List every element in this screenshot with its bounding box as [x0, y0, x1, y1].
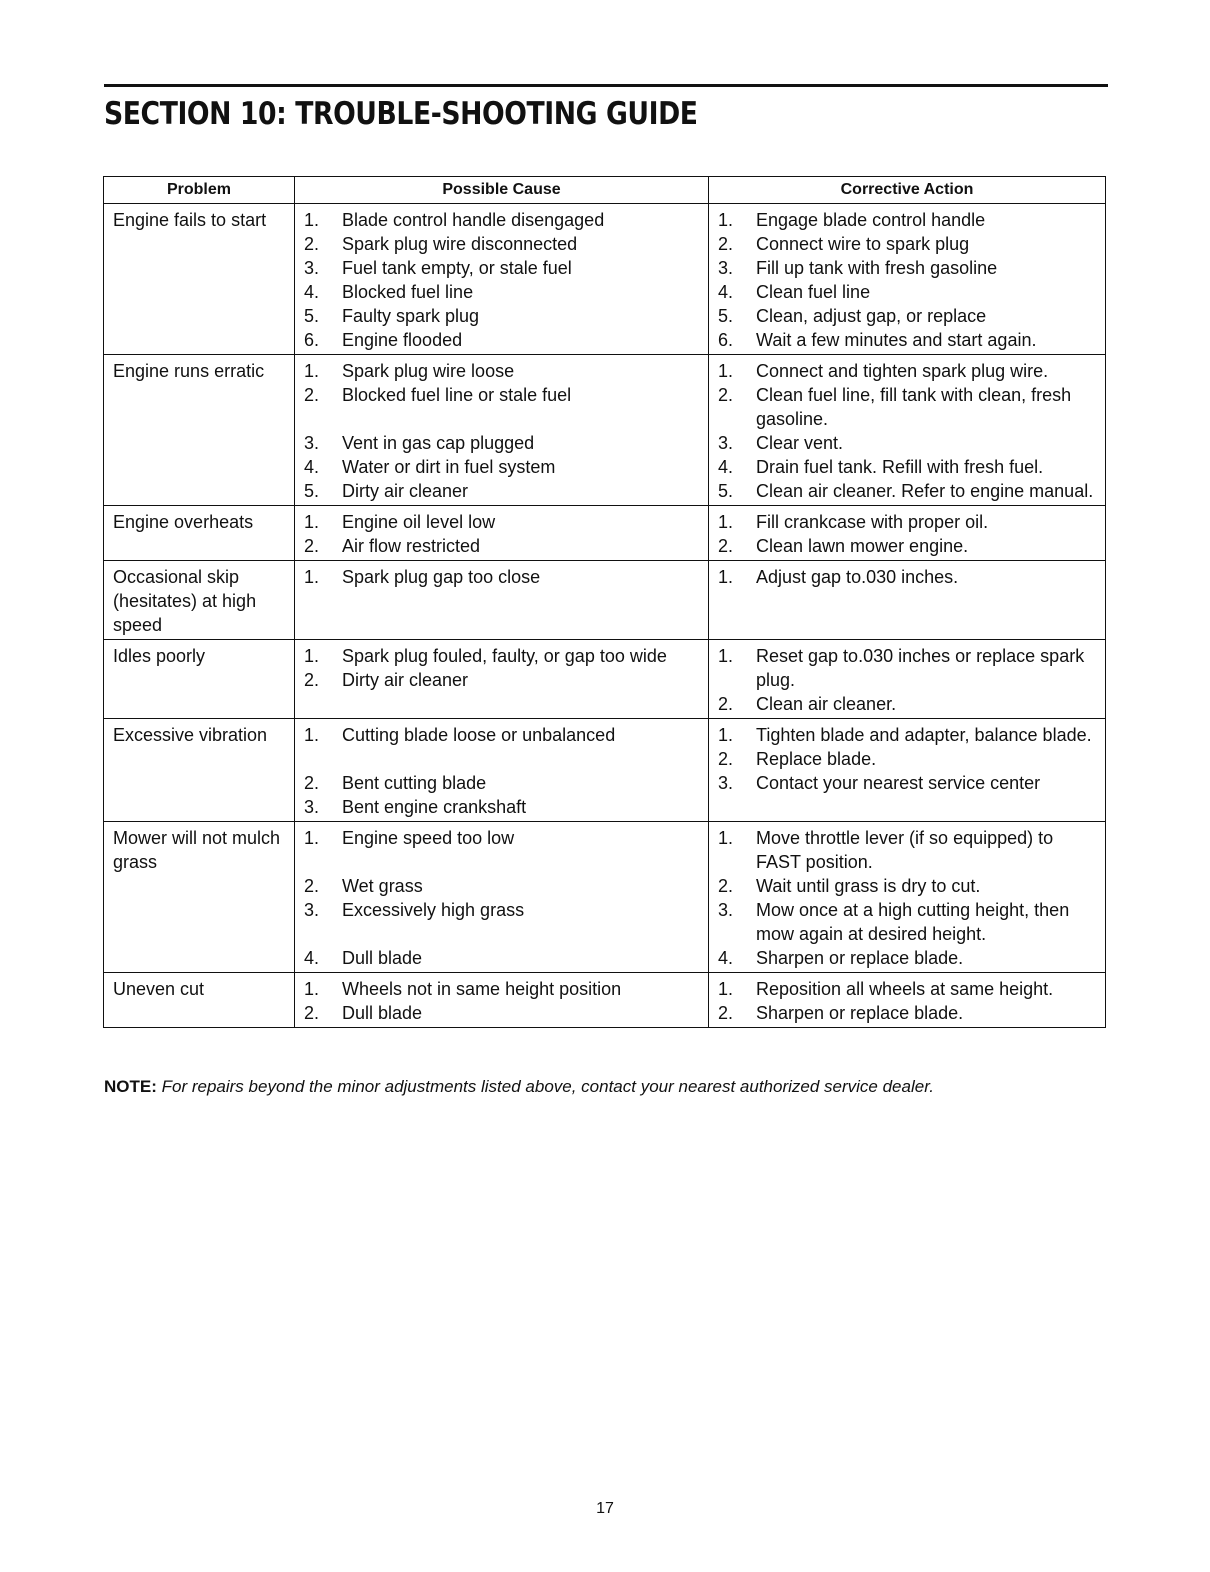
item-text: Clean air cleaner. Refer to engine manual.	[756, 481, 1094, 501]
table-row	[104, 506, 1106, 561]
action-item	[718, 874, 1097, 898]
header-corrective-action: Corrective Action	[709, 177, 1106, 204]
cause-item	[304, 280, 700, 304]
table-row	[104, 640, 1106, 719]
action-item	[718, 946, 1097, 970]
item-number: 1.	[718, 828, 734, 848]
action-item	[718, 328, 1097, 352]
possible-cause-cell	[295, 204, 709, 355]
item-number: 3.	[304, 797, 320, 817]
item-number: 2.	[718, 385, 734, 405]
action-item	[718, 208, 1097, 232]
item-text: Wet grass	[342, 876, 423, 896]
cause-item	[304, 922, 700, 946]
action-item	[718, 692, 1097, 716]
problem-cell: Excessive vibration	[104, 719, 295, 822]
problem-cell: Occasional skip (hesitates) at high speed	[104, 561, 295, 640]
item-text: Blade control handle disengaged	[342, 210, 605, 230]
item-text: Cutting blade loose or unbalanced	[342, 725, 616, 745]
item-number: 5.	[304, 306, 320, 326]
item-number: 1.	[304, 646, 320, 666]
cause-item	[304, 898, 700, 922]
cause-item	[304, 455, 700, 479]
action-item	[718, 771, 1097, 795]
section-title: SECTION 10: TROUBLE-SHOOTING GUIDE	[104, 96, 698, 132]
possible-cause-cell	[295, 506, 709, 561]
action-item	[718, 359, 1097, 383]
cause-item	[304, 407, 700, 431]
item-text: Clear vent.	[756, 433, 844, 453]
item-number: 4.	[304, 948, 320, 968]
action-item	[718, 898, 1097, 946]
action-item	[718, 383, 1097, 431]
problem-cell: Engine runs erratic	[104, 355, 295, 506]
cause-item	[304, 479, 700, 503]
item-number: 1.	[718, 979, 734, 999]
action-item	[718, 977, 1097, 1001]
item-text: Replace blade.	[756, 749, 877, 769]
item-number: 3.	[718, 258, 734, 278]
cause-item	[304, 510, 700, 534]
item-text: Bent engine crankshaft	[342, 797, 527, 817]
item-text: Clean, adjust gap, or replace	[756, 306, 987, 326]
cause-item	[304, 328, 700, 352]
action-item	[718, 565, 1097, 589]
troubleshooting-table	[103, 176, 1106, 1028]
item-text: Spark plug fouled, faulty, or gap too wide	[342, 646, 667, 666]
table-row	[104, 719, 1106, 822]
corrective-action-cell	[709, 640, 1106, 719]
item-number: 1.	[718, 210, 734, 230]
item-text: Blocked fuel line or stale fuel	[342, 385, 572, 405]
item-number: 2.	[304, 670, 320, 690]
item-text	[342, 850, 700, 874]
item-number: 5.	[718, 306, 734, 326]
item-text: Reset gap to.030 inches or replace spark plug.	[756, 646, 1085, 690]
cause-item	[304, 747, 700, 771]
item-number: 6.	[718, 330, 734, 350]
note	[104, 1077, 934, 1097]
item-text: Engine speed too low	[342, 828, 515, 848]
cause-item	[304, 208, 700, 232]
top-rule	[104, 84, 1108, 87]
item-text: Connect and tighten spark plug wire.	[756, 361, 1049, 381]
item-text: Sharpen or replace blade.	[756, 948, 964, 968]
item-text: Spark plug gap too close	[342, 567, 541, 587]
item-number: 1.	[304, 828, 320, 848]
item-number	[304, 922, 342, 946]
item-text: Fill crankcase with proper oil.	[756, 512, 989, 532]
corrective-action-cell	[709, 719, 1106, 822]
item-number: 2.	[304, 536, 320, 556]
possible-cause-cell	[295, 640, 709, 719]
item-text: Sharpen or replace blade.	[756, 1003, 964, 1023]
item-number	[304, 850, 342, 874]
item-number: 1.	[304, 361, 320, 381]
item-text: Dull blade	[342, 1003, 423, 1023]
item-text: Water or dirt in fuel system	[342, 457, 556, 477]
item-number: 3.	[304, 258, 320, 278]
action-item	[718, 510, 1097, 534]
item-text: Fuel tank empty, or stale fuel	[342, 258, 572, 278]
action-item	[718, 232, 1097, 256]
item-text: Adjust gap to.030 inches.	[756, 567, 959, 587]
item-text: Clean lawn mower engine.	[756, 536, 969, 556]
cause-item	[304, 946, 700, 970]
item-text: Drain fuel tank. Refill with fresh fuel.	[756, 457, 1044, 477]
item-number: 1.	[304, 567, 320, 587]
item-text: Clean fuel line	[756, 282, 871, 302]
item-number: 2.	[718, 536, 734, 556]
corrective-action-cell	[709, 506, 1106, 561]
problem-cell: Engine fails to start	[104, 204, 295, 355]
item-number: 1.	[718, 725, 734, 745]
item-text: Move throttle lever (if so equipped) to FAST position.	[756, 828, 1054, 872]
item-text: Dirty air cleaner	[342, 670, 469, 690]
action-item	[718, 534, 1097, 558]
item-text: Wait a few minutes and start again.	[756, 330, 1037, 350]
item-text: Mow once at a high cutting height, then mow again at desired height.	[756, 900, 1070, 944]
problem-cell: Mower will not mulch grass	[104, 822, 295, 973]
table-row	[104, 561, 1106, 640]
cause-item	[304, 723, 700, 747]
corrective-action-cell	[709, 355, 1106, 506]
problem-cell: Idles poorly	[104, 640, 295, 719]
action-item	[718, 479, 1097, 503]
item-text	[342, 922, 700, 946]
item-number: 4.	[718, 457, 734, 477]
item-text: Spark plug wire loose	[342, 361, 515, 381]
table-body	[104, 204, 1106, 1028]
cause-item	[304, 232, 700, 256]
item-text	[342, 747, 700, 771]
cause-item	[304, 256, 700, 280]
corrective-action-cell	[709, 561, 1106, 640]
cause-item	[304, 644, 700, 668]
item-number: 2.	[718, 234, 734, 254]
cause-item	[304, 668, 700, 692]
item-number: 4.	[304, 282, 320, 302]
action-item	[718, 431, 1097, 455]
possible-cause-cell	[295, 355, 709, 506]
item-number: 2.	[304, 773, 320, 793]
item-text: Wheels not in same height position	[342, 979, 622, 999]
item-text: Connect wire to spark plug	[756, 234, 970, 254]
table-header-row	[104, 177, 1106, 204]
corrective-action-cell	[709, 822, 1106, 973]
cause-item	[304, 826, 700, 850]
item-text: Spark plug wire disconnected	[342, 234, 578, 254]
item-number: 2.	[718, 694, 734, 714]
item-number: 2.	[718, 876, 734, 896]
item-text: Engage blade control handle	[756, 210, 986, 230]
action-item	[718, 280, 1097, 304]
item-text: Engine flooded	[342, 330, 463, 350]
cause-item	[304, 304, 700, 328]
item-number: 2.	[304, 876, 320, 896]
item-number: 1.	[718, 567, 734, 587]
item-number	[304, 747, 342, 771]
cause-item	[304, 383, 700, 407]
item-text: Excessively high grass	[342, 900, 525, 920]
cause-item	[304, 795, 700, 819]
note-text: For repairs beyond the minor adjustments listed above, contact your nearest authorized service dealer.	[161, 1077, 934, 1096]
cause-item	[304, 565, 700, 589]
item-text: Bent cutting blade	[342, 773, 487, 793]
cause-item	[304, 771, 700, 795]
action-item	[718, 304, 1097, 328]
item-text: Wait until grass is dry to cut.	[756, 876, 981, 896]
cause-item	[304, 850, 700, 874]
action-item	[718, 1001, 1097, 1025]
item-number: 1.	[304, 979, 320, 999]
cause-item	[304, 977, 700, 1001]
item-number: 4.	[718, 948, 734, 968]
corrective-action-cell	[709, 973, 1106, 1028]
note-label: NOTE:	[104, 1077, 157, 1096]
item-text: Vent in gas cap plugged	[342, 433, 535, 453]
problem-cell: Uneven cut	[104, 973, 295, 1028]
header-possible-cause: Possible Cause	[295, 177, 709, 204]
item-number: 4.	[304, 457, 320, 477]
action-item	[718, 455, 1097, 479]
item-text: Clean fuel line, fill tank with clean, fresh gasoline.	[756, 385, 1072, 429]
item-text: Engine oil level low	[342, 512, 496, 532]
possible-cause-cell	[295, 719, 709, 822]
item-number: 1.	[718, 361, 734, 381]
action-item	[718, 644, 1097, 692]
item-text: Air flow restricted	[342, 536, 481, 556]
item-number: 4.	[718, 282, 734, 302]
possible-cause-cell	[295, 561, 709, 640]
cause-item	[304, 431, 700, 455]
table-row	[104, 204, 1106, 355]
item-text: Clean air cleaner.	[756, 694, 897, 714]
item-number: 2.	[718, 749, 734, 769]
item-number: 1.	[718, 646, 734, 666]
table-row	[104, 355, 1106, 506]
item-number: 2.	[304, 385, 320, 405]
item-number: 2.	[304, 234, 320, 254]
page-number: 17	[596, 1500, 614, 1517]
item-number: 3.	[718, 773, 734, 793]
item-number: 3.	[304, 900, 320, 920]
action-item	[718, 723, 1097, 747]
cause-item	[304, 1001, 700, 1025]
item-number: 2.	[304, 1003, 320, 1023]
problem-cell: Engine overheats	[104, 506, 295, 561]
item-number: 3.	[718, 433, 734, 453]
action-item	[718, 826, 1097, 874]
possible-cause-cell	[295, 973, 709, 1028]
item-number: 5.	[718, 481, 734, 501]
item-text: Blocked fuel line	[342, 282, 474, 302]
cause-item	[304, 874, 700, 898]
possible-cause-cell	[295, 822, 709, 973]
item-text: Fill up tank with fresh gasoline	[756, 258, 998, 278]
item-number: 1.	[304, 512, 320, 532]
item-number: 2.	[718, 1003, 734, 1023]
item-number: 1.	[304, 725, 320, 745]
action-item	[718, 747, 1097, 771]
item-number: 5.	[304, 481, 320, 501]
item-number: 1.	[304, 210, 320, 230]
item-text: Faulty spark plug	[342, 306, 480, 326]
item-number: 3.	[304, 433, 320, 453]
item-text: Dirty air cleaner	[342, 481, 469, 501]
action-item	[718, 256, 1097, 280]
item-text: Tighten blade and adapter, balance blade.	[756, 725, 1092, 745]
header-problem: Problem	[104, 177, 295, 204]
item-text	[342, 407, 700, 431]
item-number: 1.	[718, 512, 734, 532]
item-text: Reposition all wheels at same height.	[756, 979, 1054, 999]
cause-item	[304, 534, 700, 558]
table-row	[104, 973, 1106, 1028]
item-text: Dull blade	[342, 948, 423, 968]
table-row	[104, 822, 1106, 973]
item-number	[304, 407, 342, 431]
cause-item	[304, 359, 700, 383]
item-number: 3.	[718, 900, 734, 920]
item-number: 6.	[304, 330, 320, 350]
corrective-action-cell	[709, 204, 1106, 355]
item-text: Contact your nearest service center	[756, 773, 1041, 793]
